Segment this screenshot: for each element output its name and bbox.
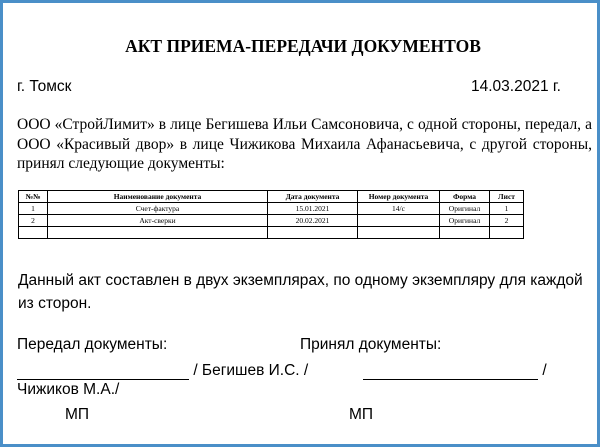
table-cell: 2	[490, 215, 524, 227]
table-cell: 20.02.2021	[268, 215, 358, 227]
received-signature-row	[363, 362, 547, 380]
header-doc-date: Дата документа	[268, 191, 358, 203]
closing-paragraph: Данный акт составлен в двух экземплярах, по одному экземпляру для каждой из сторон.	[18, 272, 583, 312]
table-cell	[358, 215, 440, 227]
table-cell: Счет-фактура	[48, 203, 268, 215]
header-number: №№	[19, 191, 48, 203]
table-row	[19, 227, 524, 239]
table-header-row	[19, 191, 524, 203]
table-cell	[268, 227, 358, 239]
table-cell	[358, 227, 440, 239]
document-title: АКТ ПРИЕМА-ПЕРЕДАЧИ ДОКУМЕНТОВ	[125, 36, 481, 56]
table-row	[19, 203, 524, 215]
received-signature-line	[363, 363, 538, 380]
transferred-label: Передал документы:	[17, 336, 168, 353]
received-slash: /	[542, 362, 547, 379]
table-cell: 1	[490, 203, 524, 215]
table-cell	[490, 227, 524, 239]
stamp-right: МП	[349, 406, 374, 423]
table-cell	[19, 227, 48, 239]
document-date: 14.03.2021 г.	[471, 78, 561, 95]
table-cell: Оригинал	[440, 215, 490, 227]
header-form: Форма	[440, 191, 490, 203]
transferred-signer-name: / Бегишев И.С. /	[193, 362, 309, 379]
document-city: г. Томск	[17, 78, 72, 95]
document-page	[6, 6, 600, 447]
intro-paragraph: ООО «СтройЛимит» в лице Бегишева Ильи Самсоновича, с одной стороны, передал, а ООО «Красивый двор» в лице Чижикова Михаила Афанасьевича, с другой стороны, принял следующие документы:	[17, 116, 592, 172]
header-doc-name: Наименование документа	[48, 191, 268, 203]
stamp-left: МП	[65, 406, 90, 423]
table-cell: 14/с	[358, 203, 440, 215]
table-row	[19, 215, 524, 227]
received-signer-name: Чижиков М.А./	[17, 381, 120, 398]
table-cell: 1	[19, 203, 48, 215]
table-cell	[48, 227, 268, 239]
table-cell: Оригинал	[440, 203, 490, 215]
transferred-signature-line	[17, 363, 189, 380]
table-cell: Акт-сверки	[48, 215, 268, 227]
table-cell: 15.01.2021	[268, 203, 358, 215]
header-doc-number: Номер документа	[358, 191, 440, 203]
header-sheet: Лист	[490, 191, 524, 203]
table-cell: 2	[19, 215, 48, 227]
received-label: Принял документы:	[300, 336, 442, 353]
signature-line-row	[17, 362, 308, 380]
table-cell	[440, 227, 490, 239]
documents-table	[18, 190, 524, 239]
